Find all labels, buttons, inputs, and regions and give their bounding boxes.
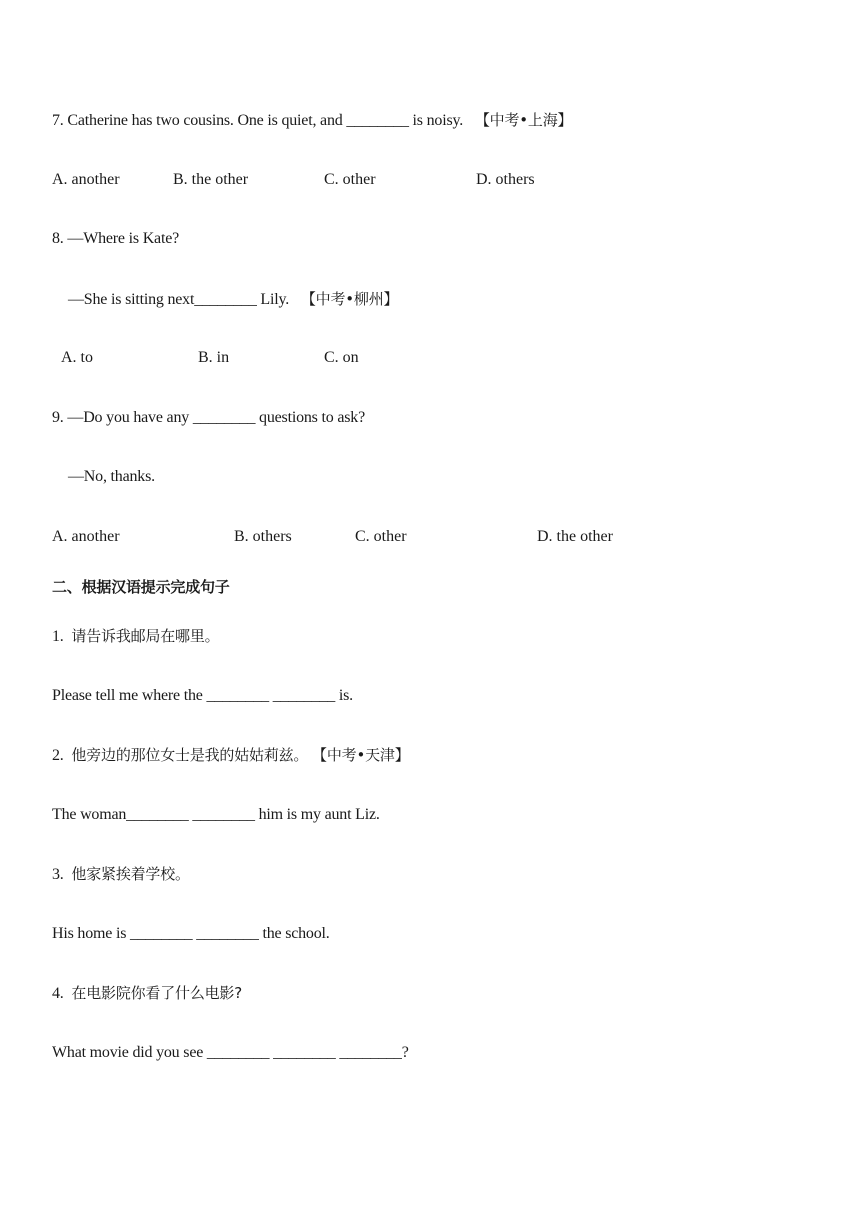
translation-item-3-english: His home is ________ ________ the school.	[52, 925, 330, 942]
translation-item-2-english: The woman________ ________ him is my aunt Liz.	[52, 806, 380, 823]
question-9-line-2: —No, thanks.	[68, 468, 155, 485]
question-8-option-b[interactable]: B. in	[198, 349, 230, 366]
question-7-option-d[interactable]: D. others	[476, 171, 535, 188]
question-8-text: —She is sitting next________ Lily.	[68, 291, 290, 308]
question-9-line-1: 9. —Do you have any ________ questions to ask?	[52, 409, 365, 426]
translation-item-3-chinese	[52, 864, 190, 885]
question-9-option-b[interactable]: B. others	[234, 528, 292, 545]
question-7-source: 【中考•上海】	[474, 111, 573, 129]
translation-item-4-number: 4.	[52, 985, 64, 1002]
section-2-heading: 二、根据汉语提示完成句子	[52, 578, 230, 596]
question-8-line-2	[68, 289, 398, 310]
translation-item-3-prompt: 他家紧挨着学校。	[71, 865, 190, 883]
translation-item-1-prompt: 请告诉我邮局在哪里。	[71, 627, 220, 645]
translation-item-3-number: 3.	[52, 866, 64, 883]
translation-item-4-chinese	[52, 983, 242, 1004]
question-8-line-1: 8. —Where is Kate?	[52, 230, 180, 247]
question-7-stem	[52, 110, 572, 131]
translation-item-1-chinese	[52, 626, 219, 647]
question-7-text: 7. Catherine has two cousins. One is quiet, and ________ is noisy.	[52, 112, 464, 129]
translation-item-1-number: 1.	[52, 628, 64, 645]
question-7-option-c[interactable]: C. other	[324, 171, 376, 188]
translation-item-1-english: Please tell me where the ________ ________ is.	[52, 687, 353, 704]
question-9-option-a[interactable]: A. another	[52, 528, 120, 545]
question-8-option-a[interactable]: A. to	[61, 349, 93, 366]
question-9-option-d[interactable]: D. the other	[537, 528, 613, 545]
question-9-option-c[interactable]: C. other	[355, 528, 407, 545]
question-7-option-a[interactable]: A. another	[52, 171, 120, 188]
translation-item-2-source: 【中考•天津】	[312, 746, 410, 764]
question-8-source: 【中考•柳州】	[300, 290, 399, 308]
translation-item-4-prompt: 在电影院你看了什么电影?	[71, 984, 242, 1002]
translation-item-4-english: What movie did you see ________ ________ ________?	[52, 1044, 409, 1061]
translation-item-2-prompt: 他旁边的那位女士是我的姑姑莉兹。	[71, 746, 309, 764]
translation-item-2-number: 2.	[52, 747, 64, 764]
question-8-option-c[interactable]: C. on	[324, 349, 359, 366]
translation-item-2-chinese	[52, 745, 410, 766]
question-7-option-b[interactable]: B. the other	[173, 171, 249, 188]
